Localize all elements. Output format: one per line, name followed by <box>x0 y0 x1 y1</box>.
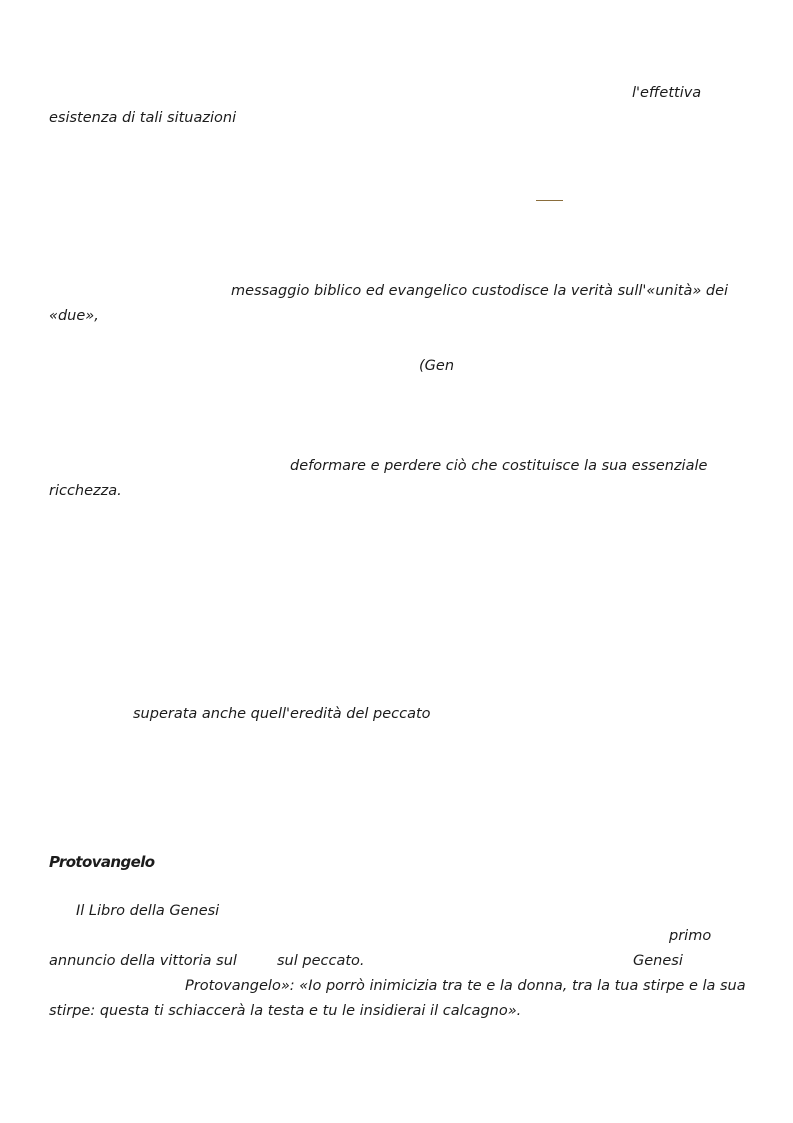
text-fragment: sul peccato. <box>277 953 365 969</box>
text-fragment: Protovangelo»: «Io porrò inimicizia tra te e la donna, tra la tua stirpe e la sua <box>185 978 746 994</box>
footnote-link-underline <box>536 200 563 201</box>
text-fragment: messaggio biblico ed evangelico custodisce la verità sull'«unità» dei <box>231 283 729 299</box>
text-fragment: ricchezza. <box>49 483 122 499</box>
section-heading: Protovangelo <box>49 853 155 871</box>
text-fragment: primo <box>669 928 712 944</box>
text-fragment: Il Libro della Genesi <box>76 903 220 919</box>
text-fragment: deformare e perdere ciò che costituisce la sua essenziale <box>290 458 708 474</box>
text-fragment: annuncio della vittoria sul <box>49 953 237 969</box>
text-fragment: stirpe: questa ti schiaccerà la testa e tu le insidierai il calcagno». <box>49 1003 522 1019</box>
text-fragment: l'effettiva <box>632 85 702 101</box>
text-fragment: Genesi <box>633 953 683 969</box>
text-fragment: «due», <box>49 308 99 324</box>
text-fragment: superata anche quell'eredità del peccato <box>133 706 431 722</box>
text-fragment: esistenza di tali situazioni <box>49 110 237 126</box>
text-fragment: (Gen <box>419 358 455 374</box>
